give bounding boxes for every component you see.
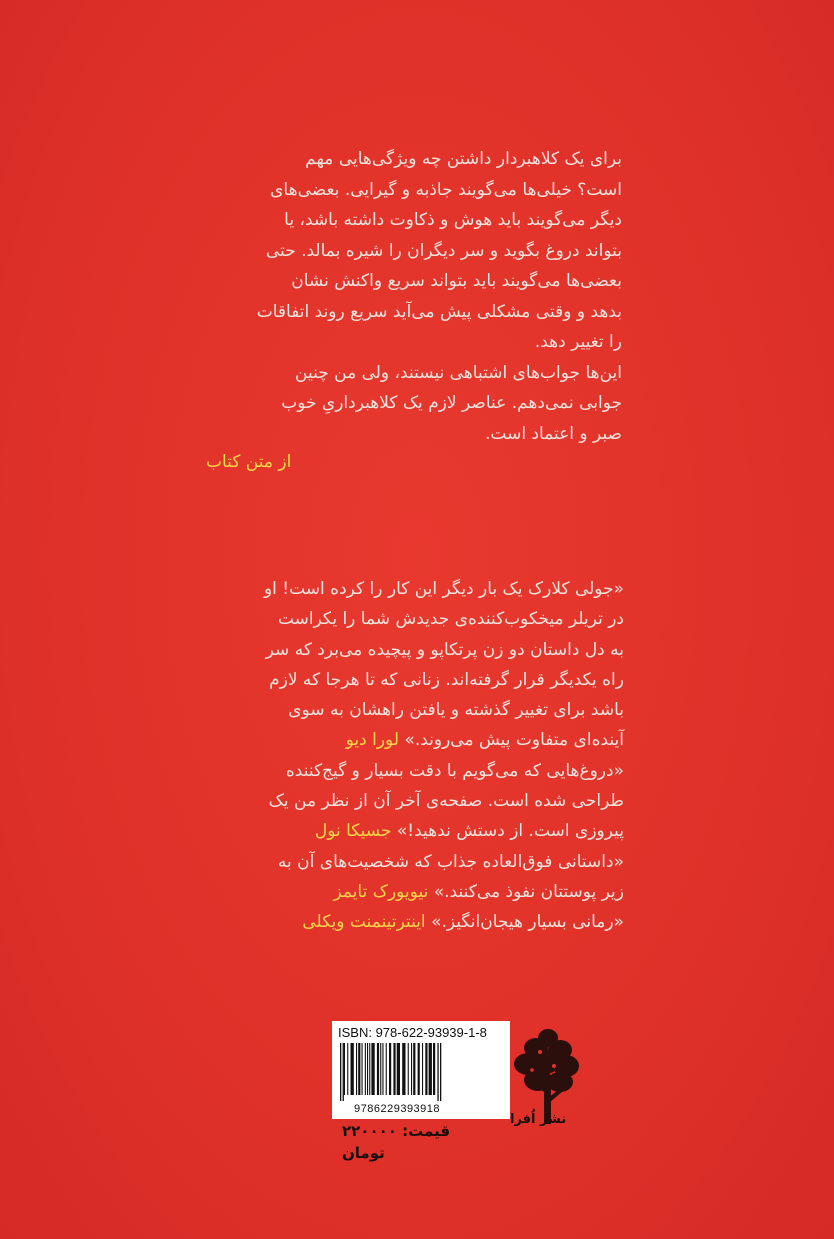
review-line: باشد برای تغییر گذشته و یافتن راهشان به سوی <box>288 700 624 721</box>
review-attribution: جسیکا نول <box>314 821 392 842</box>
price-amount: ۲۲۰۰۰۰ <box>342 1122 397 1140</box>
barcode-bar <box>413 1043 415 1095</box>
barcode-bar <box>365 1043 366 1095</box>
review-attribution: لورا دیو <box>345 730 400 751</box>
review-line <box>204 816 624 846</box>
barcode-number: 9786229393918 <box>354 1103 441 1115</box>
barcode-bar <box>356 1043 357 1095</box>
barcode-bar <box>344 1043 345 1095</box>
review-text: «رمانی بسیار هیجان‌انگیز.» <box>431 912 624 933</box>
barcode-bar <box>402 1043 405 1095</box>
barcode-bar <box>437 1043 438 1101</box>
review-text: پیروزی است. از دستش ندهید!» <box>396 821 624 842</box>
review-line: به دل داستان دو زن پرتکاپو و پیچیده می‌برد که سر <box>265 639 624 660</box>
review-line: «جولی کلارک یک بار دیگر این کار را کرده است! او <box>263 579 624 599</box>
review-line <box>204 907 624 937</box>
review-quotes <box>204 574 624 938</box>
price <box>342 1122 450 1140</box>
publisher-tree-logo <box>508 1022 582 1156</box>
publisher-name: نشر اُفرا <box>510 1112 567 1127</box>
book-excerpt <box>208 144 622 449</box>
barcode-bar <box>440 1043 441 1101</box>
excerpt-line: را تغییر دهد. <box>534 332 622 352</box>
review-line: «داستانی فوق‌العاده جذاب که شخصیت‌های آن به <box>277 851 624 872</box>
excerpt-line: صبر و اعتماد است. <box>484 423 622 444</box>
barcode-bar <box>367 1043 368 1095</box>
excerpt-line: بعضی‌ها می‌گویند باید بتواند سریع واکنش نشان <box>291 271 622 291</box>
review-line <box>204 725 624 755</box>
barcode-bar <box>343 1043 344 1101</box>
excerpt-line: جوابی نمی‌دهم. عناصر لازم یک کلاهبرداریِ خوب <box>281 393 622 413</box>
price-currency: تومان <box>342 1144 385 1162</box>
excerpt-line: برای یک کلاهبردار داشتن چه ویژگی‌هایی مهم <box>305 149 622 169</box>
review-line: طراحی شده است. صفحه‌ی آخر آن از نظر من یک <box>268 791 624 812</box>
review-text: زیر پوستتان نفوذ می‌کنند.» <box>433 881 624 902</box>
barcode-bar <box>393 1043 395 1095</box>
barcode-bars <box>338 1043 504 1101</box>
barcode-bar <box>433 1043 435 1095</box>
review-line: «دروغ‌هایی که می‌گویم با دقت بسیار و گیج‌کننده <box>285 760 624 781</box>
barcode-bar <box>382 1043 383 1095</box>
barcode-bar <box>408 1043 409 1095</box>
barcode-bar <box>369 1043 370 1095</box>
price-label: قیمت: <box>402 1122 451 1140</box>
excerpt-line: است؟ خیلی‌ها می‌گویند جاذبه و گیرایی. بعضی‌های <box>270 179 622 200</box>
review-attribution: نیویورک تایمز <box>333 881 429 902</box>
isbn-label: ISBN: 978-622-93939-1-8 <box>338 1025 487 1040</box>
excerpt-line: دیگر می‌گویند باید هوش و ذکاوت داشته باشد، یا <box>284 210 622 230</box>
review-text: آینده‌ای متفاوت پیش می‌روند.» <box>404 730 624 751</box>
barcode-bar <box>347 1043 348 1095</box>
barcode-bar <box>425 1043 427 1095</box>
barcode-bar <box>358 1043 360 1095</box>
excerpt-source: از متن کتاب <box>206 452 292 472</box>
isbn-barcode <box>332 1021 510 1119</box>
barcode-bar <box>371 1043 374 1095</box>
barcode-bar <box>422 1043 423 1095</box>
barcode-bar <box>351 1043 354 1095</box>
barcode-bar <box>386 1043 387 1095</box>
barcode-bar <box>362 1043 363 1095</box>
barcode-bar <box>411 1043 412 1095</box>
review-line: راه یکدیگر قرار گرفته‌اند. زنانی که تا هرجا که لازم <box>269 669 624 690</box>
barcode-bar <box>429 1043 432 1095</box>
excerpt-line: بدهد و وقتی مشکلی پیش می‌آید سریع روند اتفاقات <box>256 301 622 322</box>
review-line: در تریلر میخکوب‌کننده‌ی جدیدش شما را یکراست <box>277 609 624 630</box>
review-attribution: اینترتینمنت ویکلی <box>302 912 426 933</box>
barcode-bar <box>397 1043 400 1095</box>
excerpt-line: بتواند دروغ بگوید و سر دیگران را شیره بمالد. حتی <box>265 240 622 261</box>
price-currency-line <box>342 1144 385 1162</box>
excerpt-line: این‌ها جواب‌های اشتباهی نیستند، ولی من چنین <box>295 362 622 383</box>
barcode-bar <box>380 1043 381 1095</box>
review-line <box>204 877 624 907</box>
barcode-bar <box>340 1043 341 1101</box>
barcode-bar <box>377 1043 379 1095</box>
barcode-bar <box>418 1043 420 1095</box>
barcode-bar <box>389 1043 391 1095</box>
